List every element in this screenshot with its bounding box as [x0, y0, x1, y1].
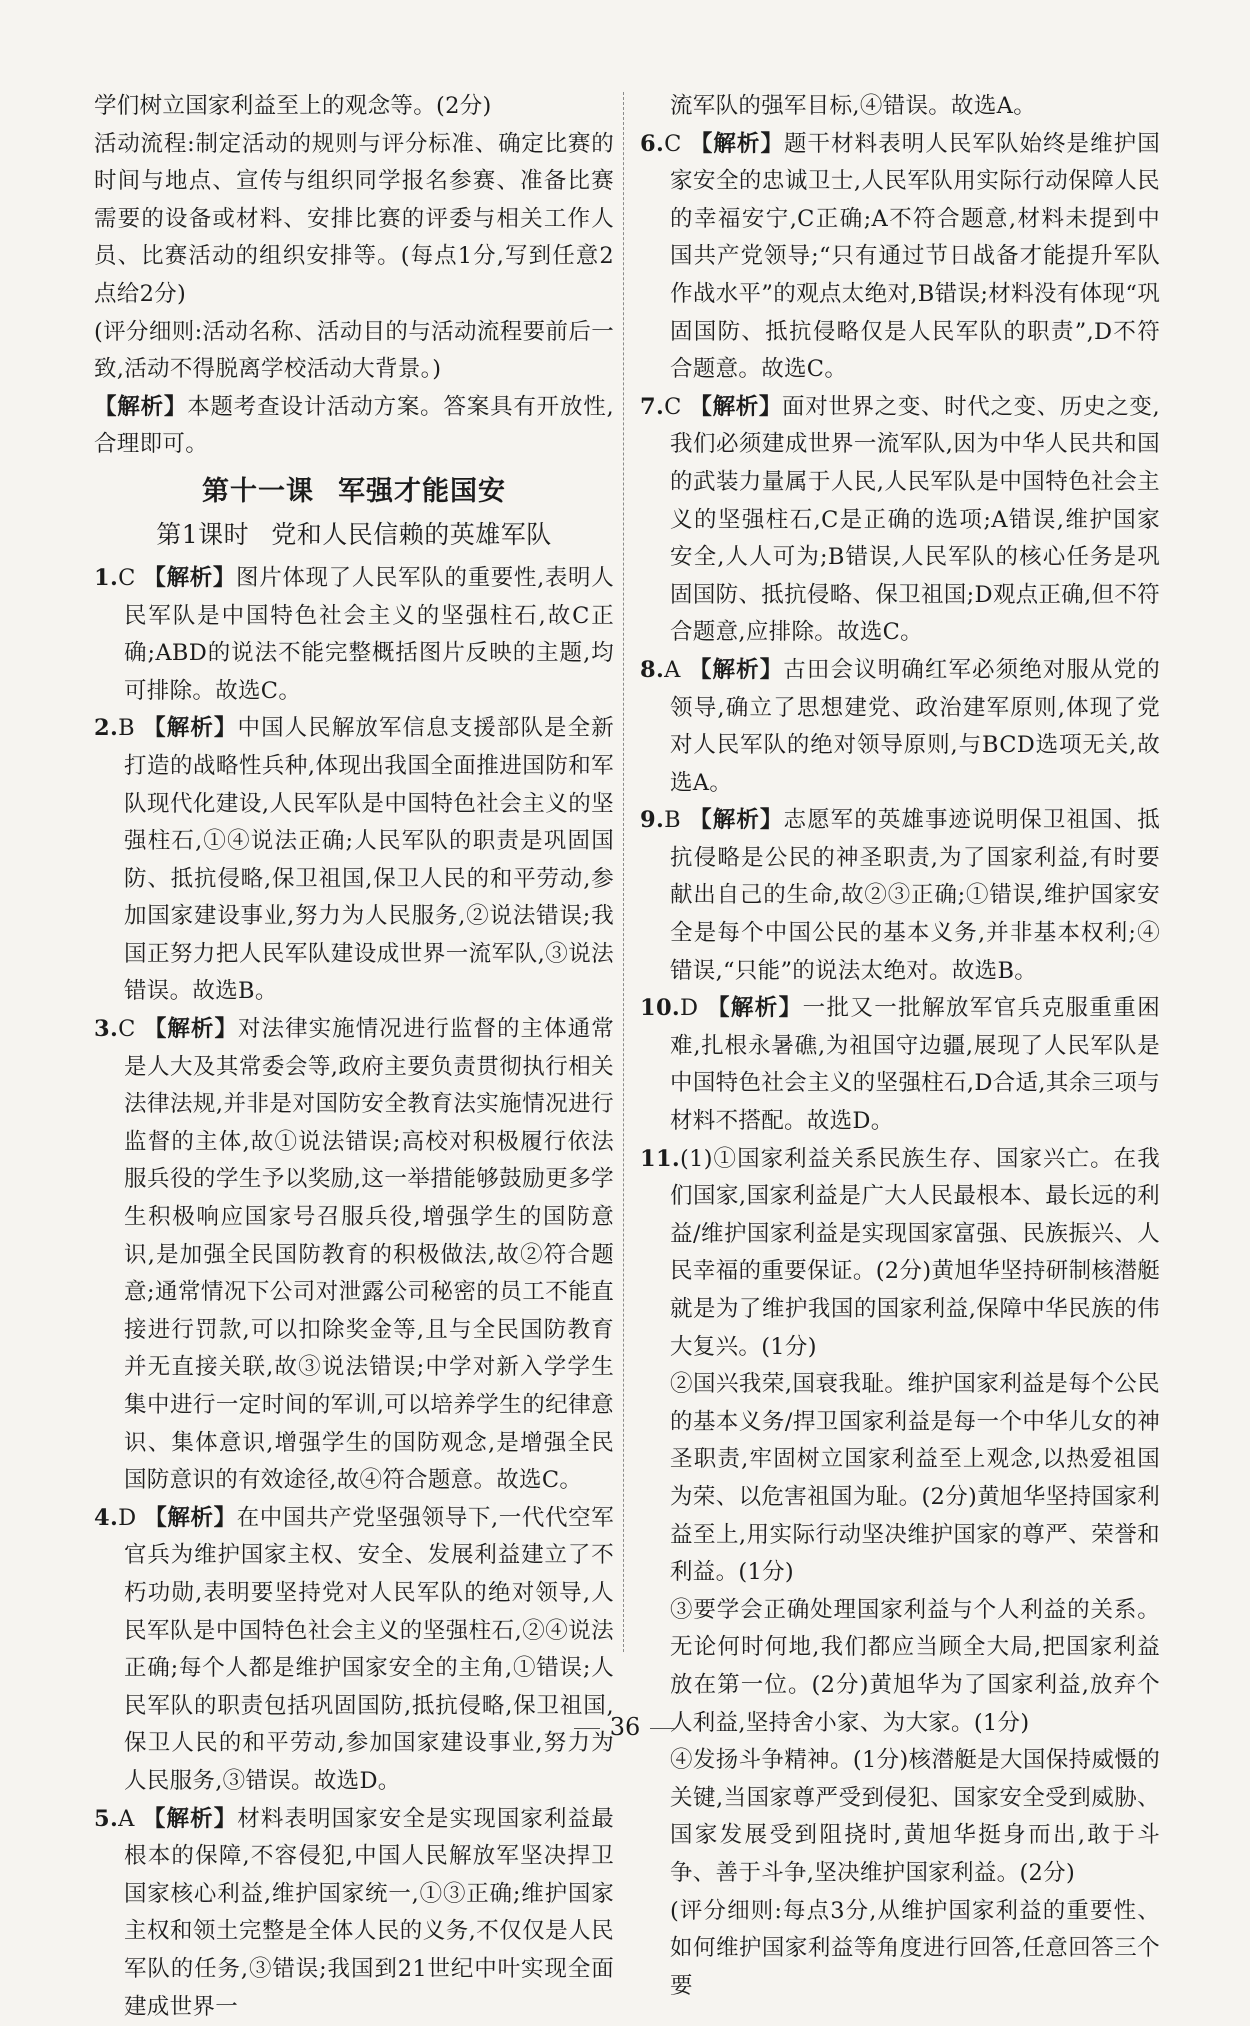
item-answer: A: [118, 1805, 135, 1832]
column-divider: [623, 92, 624, 1652]
answer-item-11: [640, 1141, 1160, 1367]
item-answer: D: [680, 995, 699, 1022]
analysis-tag: 【解析】: [144, 1504, 237, 1531]
lesson-name: 军强才能国安: [338, 475, 506, 507]
analysis-text: 对法律实施情况进行监督的主体通常是人大及其常委会等,政府主要负责贯彻执行相关法律法规,并非是对国防安全教育法实施情况进行监督的主体,故①说法错误;高校对积极履行依法服兵役的学生予以奖励,这一举措能够鼓励更多学生积极响应国家号召服兵役,增强学生的国防意识,是加强全民国防教育的积极做法,故②符合题意;通常情况下公司对泄露公司秘密的员工不能直接进行罚款,可以扣除奖金等,且与全民国防教育并无直接关联,故③说法错误;中学对新入学学生集中进行一定时间的军训,可以培养学生的纪律意识、集体意识,增强学生的国防观念,是增强全民国防意识的有效途径,故④符合题意。故选C。: [124, 1016, 614, 1494]
item-number: 2.: [94, 715, 119, 742]
item-answer: C: [118, 564, 136, 591]
item-answer: C: [664, 130, 682, 157]
item-answer: A: [664, 656, 681, 683]
analysis-text: 在中国共产党坚强领导下,一代代空军官兵为维护国家主权、安全、发展利益建立了不朽功勋,表明要坚持党对人民军队的绝对领导,人民军队是中国特色社会主义的坚强柱石,②④说法正确;每个人都是维护国家安全的主角,①错误;人民军队的职责包括巩固国防,抵抗侵略,保卫祖国,保卫人民的和平劳动,参加国家建设事业,努力为人民服务,③错误。故选D。: [124, 1504, 614, 1794]
item-number: 6.: [640, 130, 665, 157]
page-number-text: 36: [609, 1713, 641, 1741]
item-number: 3.: [94, 1016, 119, 1043]
item-answer: C: [118, 1016, 136, 1043]
analysis-tag: 【解析】: [143, 1016, 238, 1043]
item-answer: C: [664, 393, 682, 420]
analysis-text: 材料表明国家安全是实现国家利益最根本的保障,不容侵犯,中国人民解放军坚决捍卫国家核心利益,维护国家统一,①③正确;维护国家主权和领土完整是全体人民的义务,不仅仅是人民军队的任务,③错误;我国到21世纪中叶实现全面建成世界一: [124, 1805, 615, 2020]
session-number: 第1课时: [156, 519, 250, 549]
item-number: 9.: [640, 807, 665, 834]
analysis-text: 本题考查设计活动方案。答案具有开放性,合理即可。: [94, 393, 615, 458]
answer-item: [94, 1500, 614, 1801]
item-number: 5.: [94, 1805, 119, 1832]
item-answer: B: [664, 807, 681, 834]
answer-item: [94, 1011, 614, 1500]
analysis-text: 面对世界之变、时代之变、历史之变,我们必须建成世界一流军队,因为中华人民共和国的武装力量属于人民,人民军队是中国特色社会主义的坚强柱石,C是正确的选项;A错误,维护国家安全,人人可为;B错误,人民军队的核心任务是巩固国防、抵抗侵略、保卫祖国;D观点正确,但不符合题意,应排除。故选C。: [670, 393, 1160, 646]
analysis-text: 古田会议明确红军必须绝对服从党的领导,确立了思想建党、政治建军原则,体现了党对人民军队的绝对领导原则,与BCD选项无关,故选A。: [670, 656, 1161, 796]
lesson-title: [94, 472, 614, 512]
answer-item: [94, 560, 614, 710]
analysis-tag: 【解析】: [689, 807, 784, 834]
item-number: 1.: [94, 564, 119, 591]
answer-item: [640, 652, 1160, 802]
analysis-tag: 【解析】: [688, 656, 784, 683]
item-answer: B: [118, 715, 135, 742]
answer-item: [640, 802, 1160, 990]
analysis-text: 图片体现了人民军队的重要性,表明人民军队是中国特色社会主义的坚强柱石,故C正确;ABD的说法不能完整概括图片反映的主题,均可排除。故选C。: [124, 564, 614, 704]
answer-item: [94, 1801, 614, 2026]
item11-paragraph: ③要学会正确处理国家利益与个人利益的关系。无论何时何地,我们都应当顾全大局,把国家利益放在第一位。(2分)黄旭华为了国家利益,放弃个人利益,坚持舍小家、为大家。(1分): [670, 1596, 1160, 1736]
analysis-tag: 【解析】: [94, 393, 188, 420]
analysis-tag: 【解析】: [142, 1805, 238, 1832]
analysis-tag: 【解析】: [689, 130, 784, 157]
analysis-tag: 【解析】: [689, 393, 783, 420]
analysis-tag: 【解析】: [143, 715, 238, 742]
session-name: 党和人民信赖的英雄军队: [271, 519, 552, 549]
item11-paragraph: (评分细则:每点3分,从维护国家利益的重要性、如何维护国家利益等角度进行回答,任意回答三个要: [670, 1897, 1160, 1999]
page-number: [0, 1712, 1250, 1742]
answer-item: [640, 126, 1160, 389]
intro-paragraph: 学们树立国家利益至上的观念等。(2分): [94, 93, 492, 119]
intro-paragraph: 活动流程:制定活动的规则与评分标准、确定比赛的时间与地点、宣传与组织同学报名参赛、准备比赛需要的设备或材料、安排比赛的评委与相关工作人员、比赛活动的组织安排等。(每点1分,写到任意2点给2分): [94, 130, 614, 307]
item-number: 4.: [94, 1504, 119, 1531]
item11-paragraph: ②国兴我荣,国衰我耻。维护国家利益是每个公民的基本义务/捍卫国家利益是每一个中华儿女的神圣职责,牢固树立国家利益至上观念,以热爱祖国为荣、以危害祖国为耻。(2分)黄旭华坚持国家利益至上,用实际行动坚决维护国家的尊严、荣誉和利益。(1分): [670, 1371, 1160, 1586]
analysis-text: 志愿军的英雄事迹说明保卫祖国、抵抗侵略是公民的神圣职责,为了国家利益,有时要献出自己的生命,故②③正确;①错误,维护国家安全是每个中国公民的基本义务,并非基本权利;④错误,“只能”的说法太绝对。故选B。: [670, 807, 1160, 984]
analysis-text: 中国人民解放军信息支援部队是全新打造的战略性兵种,体现出我国全面推进国防和军队现代化建设,人民军队是中国特色社会主义的坚强柱石,①④说法正确;人民军队的职责是巩固国防、抵抗侵略,保卫祖国,保卫人民的和平劳动,参加国家建设事业,努力为人民服务,②说法错误;我国正努力把人民军队建设成世界一流军队,③说法错误。故选B。: [124, 715, 614, 1005]
lesson-number: 第十一课: [202, 475, 314, 507]
item-answer: D: [118, 1504, 137, 1531]
item11-paragraph: (1)①国家利益关系民族生存、国家兴亡。在我们国家,国家利益是广大人民最根本、最长远的利益/维护国家利益是实现国家富强、民族振兴、人民幸福的重要保证。(2分)黄旭华坚持研制核潜艇就是为了维护我国的国家利益,保障中华民族的伟大复兴。(1分): [670, 1145, 1160, 1360]
item-number: 11.: [640, 1145, 681, 1172]
analysis-tag: 【解析】: [706, 995, 803, 1022]
analysis-tag: 【解析】: [143, 564, 237, 591]
item11-paragraph: ④发扬斗争精神。(1分)核潜艇是大国保持威慑的关键,当国家尊严受到侵犯、国家安全受到威胁、国家发展受到阻挠时,黄旭华挺身而出,敢于斗争、善于斗争,坚决维护国家利益。(2分): [670, 1747, 1160, 1886]
analysis-text: 一批又一批解放军官兵克服重重困难,扎根永暑礁,为祖国守边疆,展现了人民军队是中国特色社会主义的坚强柱石,D合适,其余三项与材料不搭配。故选D。: [670, 995, 1160, 1135]
continuation-text: 流军队的强军目标,④错误。故选A。: [670, 93, 1037, 119]
answer-item: [640, 389, 1160, 652]
item-number: 8.: [640, 656, 665, 683]
item-number: 10.: [640, 995, 681, 1022]
item-number: 7.: [640, 393, 665, 420]
intro-analysis: [94, 389, 614, 464]
answer-item: [640, 990, 1160, 1140]
intro-paragraph: (评分细则:活动名称、活动目的与活动流程要前后一致,活动不得脱离学校活动大背景。): [94, 318, 614, 383]
analysis-text: 题干材料表明人民军队始终是维护国家安全的忠诚卫士,人民军队用实际行动保障人民的幸福安宁,C正确;A不符合题意,材料未提到中国共产党领导;“只有通过节日战备才能提升军队作战水平”的观点太绝对,B错误;材料没有体现“巩固国防、抵抗侵略仅是人民军队的职责”,D不符合题意。故选C。: [670, 130, 1160, 383]
session-title: [94, 516, 614, 554]
answer-item: [94, 710, 614, 1011]
